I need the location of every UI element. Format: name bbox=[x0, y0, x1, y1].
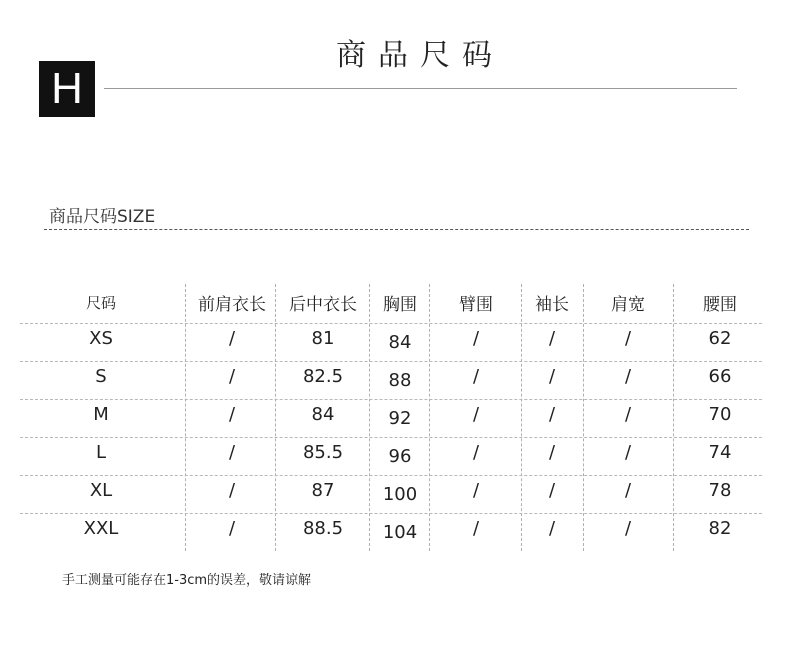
measurement-cell-front-length: / bbox=[228, 441, 236, 463]
measurement-cell-back-length: 81 bbox=[311, 327, 335, 349]
measurement-cell-chest: 88 bbox=[388, 369, 412, 391]
measurement-cell-back-length: 84 bbox=[311, 403, 335, 425]
measurement-cell-back-length: 82.5 bbox=[302, 365, 344, 387]
column-header-arm: 臂围 bbox=[459, 294, 493, 315]
title-divider bbox=[104, 88, 737, 89]
measurement-cell-shoulder: / bbox=[624, 441, 632, 463]
measurement-cell-shoulder: / bbox=[624, 517, 632, 539]
measurement-cell-shoulder: / bbox=[624, 403, 632, 425]
measurement-cell-front-length: / bbox=[228, 403, 236, 425]
section-divider bbox=[44, 229, 749, 230]
measurement-cell-arm: / bbox=[472, 479, 480, 501]
column-header-sleeve: 袖长 bbox=[535, 294, 569, 315]
measurement-cell-back-length: 88.5 bbox=[302, 517, 344, 539]
size-chart-logo-badge bbox=[39, 61, 95, 117]
column-header-shoulder: 肩宽 bbox=[611, 294, 645, 315]
column-divider bbox=[185, 284, 186, 551]
measurement-cell-back-length: 85.5 bbox=[302, 441, 344, 463]
size-label-cell: S bbox=[95, 365, 107, 387]
measurement-cell-waist: 70 bbox=[708, 403, 732, 425]
measurement-cell-arm: / bbox=[472, 517, 480, 539]
measurement-cell-waist: 74 bbox=[708, 441, 732, 463]
section-title: 商品尺码SIZE bbox=[49, 207, 156, 227]
measurement-cell-arm: / bbox=[472, 365, 480, 387]
measurement-cell-chest: 92 bbox=[388, 407, 412, 429]
measurement-cell-arm: / bbox=[472, 403, 480, 425]
measurement-cell-sleeve: / bbox=[548, 403, 556, 425]
badge-letter: H bbox=[51, 64, 83, 113]
measurement-cell-sleeve: / bbox=[548, 517, 556, 539]
column-divider bbox=[673, 284, 674, 551]
measurement-cell-front-length: / bbox=[228, 327, 236, 349]
measurement-cell-arm: / bbox=[472, 441, 480, 463]
measurement-cell-sleeve: / bbox=[548, 327, 556, 349]
measurement-cell-chest: 100 bbox=[382, 483, 418, 505]
measurement-cell-chest: 96 bbox=[388, 445, 412, 467]
column-divider bbox=[275, 284, 276, 551]
page-title: 商品尺码 bbox=[336, 38, 504, 73]
measurement-cell-front-length: / bbox=[228, 365, 236, 387]
measurement-cell-front-length: / bbox=[228, 479, 236, 501]
measurement-cell-waist: 66 bbox=[708, 365, 732, 387]
measurement-note: 手工测量可能存在1-3cm的误差，敬请谅解 bbox=[62, 573, 312, 588]
column-header-front-length: 前肩衣长 bbox=[198, 294, 266, 315]
measurement-cell-front-length: / bbox=[228, 517, 236, 539]
measurement-cell-shoulder: / bbox=[624, 365, 632, 387]
column-header-back-length: 后中衣长 bbox=[289, 294, 357, 315]
measurement-cell-chest: 104 bbox=[382, 521, 418, 543]
measurement-cell-shoulder: / bbox=[624, 479, 632, 501]
size-label-cell: XL bbox=[89, 479, 113, 501]
column-header-waist: 腰围 bbox=[703, 294, 737, 315]
size-label-cell: XS bbox=[89, 327, 113, 349]
column-header-chest: 胸围 bbox=[383, 294, 417, 315]
measurement-cell-shoulder: / bbox=[624, 327, 632, 349]
measurement-cell-waist: 78 bbox=[708, 479, 732, 501]
size-label-cell: XXL bbox=[83, 517, 119, 539]
measurement-cell-waist: 82 bbox=[708, 517, 732, 539]
measurement-cell-sleeve: / bbox=[548, 479, 556, 501]
measurement-cell-arm: / bbox=[472, 327, 480, 349]
measurement-cell-chest: 84 bbox=[388, 331, 412, 353]
measurement-cell-sleeve: / bbox=[548, 365, 556, 387]
measurement-cell-sleeve: / bbox=[548, 441, 556, 463]
size-label-cell: M bbox=[93, 403, 109, 425]
column-header-size: 尺码 bbox=[85, 293, 116, 312]
size-label-cell: L bbox=[95, 441, 107, 463]
measurement-cell-waist: 62 bbox=[708, 327, 732, 349]
measurement-cell-back-length: 87 bbox=[311, 479, 335, 501]
